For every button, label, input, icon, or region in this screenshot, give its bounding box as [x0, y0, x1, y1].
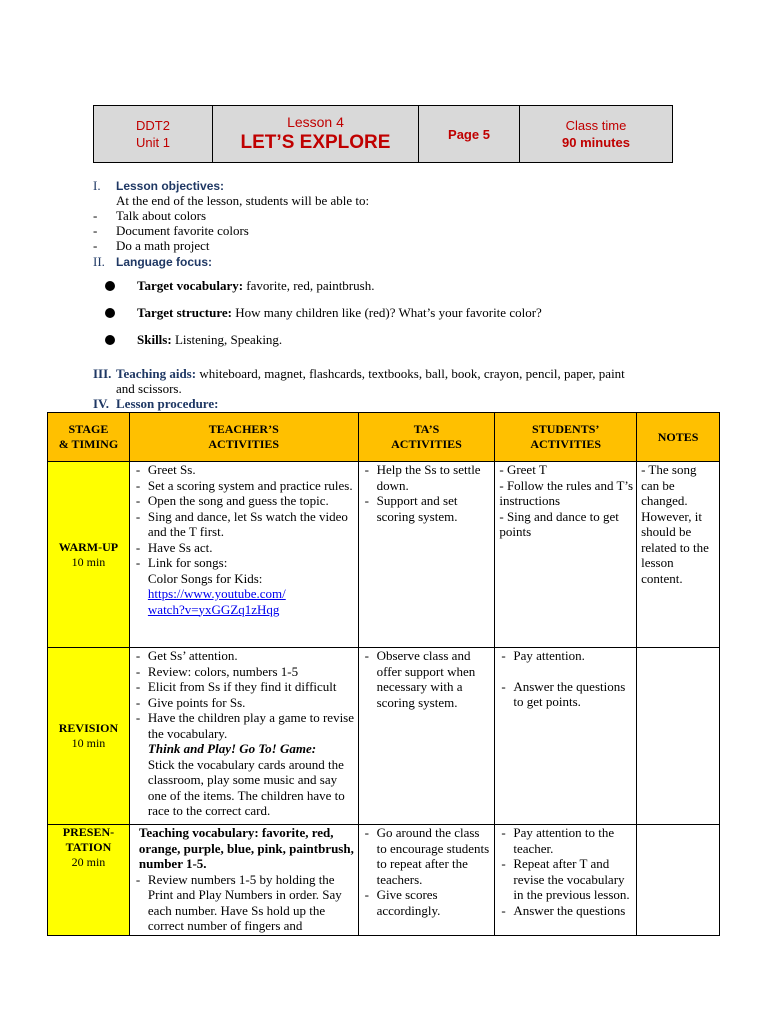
list-item: - Review numbers 1-5 by holding the Print and Play Numbers in order. Say each number. Have Ss hold up the correct number of fingers and	[136, 872, 356, 934]
list-item: - Observe class and offer support when necessary with a scoring system.	[365, 648, 493, 710]
header-class-time-label: Class time	[565, 118, 627, 133]
presentation-student-activities	[495, 825, 637, 936]
stage-presentation: PRESEN- TATION 20 min	[48, 825, 130, 936]
language-focus-heading: II. Language focus:	[93, 254, 213, 269]
focus-item-skills: Skills: Listening, Speaking.	[105, 332, 282, 348]
procedure-heading: IV. Lesson procedure:	[93, 396, 219, 411]
list-item: - Go around the class to encourage students to repeat after the teachers.	[365, 825, 493, 887]
teaching-aids-title: Teaching aids:	[116, 366, 197, 381]
list-item: - Have Ss act.	[136, 540, 356, 556]
list-item: - Review: colors, numbers 1-5	[136, 664, 356, 680]
header-notes: NOTES	[637, 413, 720, 462]
teaching-aids: III. Teaching aids: whiteboard, magnet, flashcards, textbooks, ball, book, crayon, pencil, paper, paint	[93, 366, 625, 381]
list-item: - Answer the questions	[501, 903, 634, 919]
song-link[interactable]: https://www.youtube.com/ watch?v=yxGGZq1zHqg	[147, 586, 286, 617]
list-item: - Have the children play a game to revise the vocabulary.	[136, 710, 356, 741]
stage-warmup: WARM-UP 10 min	[48, 462, 130, 648]
objective-item: - Talk about colors	[93, 208, 207, 223]
revision-teacher-activities	[129, 648, 358, 825]
table-row-warmup	[48, 462, 720, 648]
header-teacher: TEACHER’S ACTIVITIES	[129, 413, 358, 462]
warmup-ta-activities	[358, 462, 495, 648]
list-item: - Sing and dance to get points	[499, 508, 619, 539]
header-stage: STAGE & TIMING	[48, 413, 130, 462]
list-item: - Repeat after T and revise the vocabulary in the previous lesson.	[501, 856, 634, 903]
bullet-icon	[105, 281, 115, 291]
list-item: - Elicit from Ss if they find it difficult	[136, 679, 356, 695]
list-item: - Support and set scoring system.	[365, 493, 493, 524]
objectives-intro: At the end of the lesson, students will be able to:	[116, 193, 370, 208]
warmup-notes: - The song can be changed. However, it should be related to the lesson content.	[637, 462, 720, 648]
bullet-icon	[105, 308, 115, 318]
list-item: - Answer the questions to get points.	[501, 679, 634, 710]
game-title: Think and Play! Go To! Game:	[147, 741, 317, 756]
list-item: - Pay attention.	[501, 648, 634, 664]
song-title: Color Songs for Kids:	[147, 570, 263, 586]
revision-notes	[637, 648, 720, 825]
header-lesson-title: LET’S EXPLORE	[240, 131, 391, 153]
header-course: DDT2	[136, 118, 170, 133]
list-item: - Greet Ss.	[136, 462, 356, 478]
presentation-vocabulary-heading: Teaching vocabulary: favorite, red, orange, purple, blue, pink, paintbrush, number 1-5.	[138, 825, 354, 871]
game-description: Stick the vocabulary cards around the classroom, play some music and say one of the items. The children have to race to the correct card.	[147, 756, 345, 818]
revision-ta-activities	[358, 648, 495, 825]
procedure-table	[47, 412, 720, 936]
presentation-teacher-activities	[129, 825, 358, 936]
header-unit: Unit 1	[136, 135, 170, 150]
list-item: - Open the song and guess the topic.	[136, 493, 356, 509]
objectives-heading: I. Lesson objectives:	[93, 178, 225, 193]
list-item: - Get Ss’ attention.	[136, 648, 356, 664]
teaching-aids-line2: and scissors.	[116, 381, 182, 396]
table-row-revision	[48, 648, 720, 825]
language-focus-title: Language focus:	[116, 255, 213, 269]
list-item: - Set a scoring system and practice rules.	[136, 478, 356, 494]
list-item: - Link for songs:	[136, 555, 356, 571]
list-item: - Help the Ss to settle down.	[365, 462, 493, 493]
presentation-ta-activities	[358, 825, 495, 936]
revision-student-activities	[495, 648, 637, 825]
warmup-teacher-activities	[129, 462, 358, 648]
list-item: - Pay attention to the teacher.	[501, 825, 634, 856]
procedure-title: Lesson procedure:	[116, 396, 219, 411]
objective-item: - Document favorite colors	[93, 223, 249, 238]
list-item: - Give scores accordingly.	[365, 887, 493, 918]
table-header-row	[48, 413, 720, 462]
warmup-student-activities	[495, 462, 637, 648]
list-item: - Sing and dance, let Ss watch the video and the T first.	[136, 509, 356, 540]
presentation-notes	[637, 825, 720, 936]
focus-item-vocabulary: Target vocabulary: favorite, red, paintbrush.	[105, 278, 374, 294]
lesson-header	[93, 105, 673, 163]
objectives-title: Lesson objectives:	[116, 179, 225, 193]
header-page: Page 5	[419, 106, 520, 163]
header-students: STUDENTS’ ACTIVITIES	[495, 413, 637, 462]
header-lesson-cell	[213, 106, 419, 163]
bullet-icon	[105, 335, 115, 345]
stage-revision: REVISION 10 min	[48, 648, 130, 825]
header-lesson-number: Lesson 4	[287, 113, 344, 130]
list-item: - Give points for Ss.	[136, 695, 356, 711]
header-class-time-cell	[520, 106, 673, 163]
header-course-cell	[94, 106, 213, 163]
list-item: - Greet T	[499, 462, 547, 477]
focus-item-structure: Target structure: How many children like (red)? What’s your favorite color?	[105, 305, 542, 321]
header-class-time-value: 90 minutes	[562, 135, 630, 150]
objective-item: - Do a math project	[93, 238, 210, 253]
list-item: - Follow the rules and T’s instructions	[499, 477, 634, 508]
header-ta: TA’S ACTIVITIES	[358, 413, 495, 462]
table-row-presentation	[48, 825, 720, 936]
